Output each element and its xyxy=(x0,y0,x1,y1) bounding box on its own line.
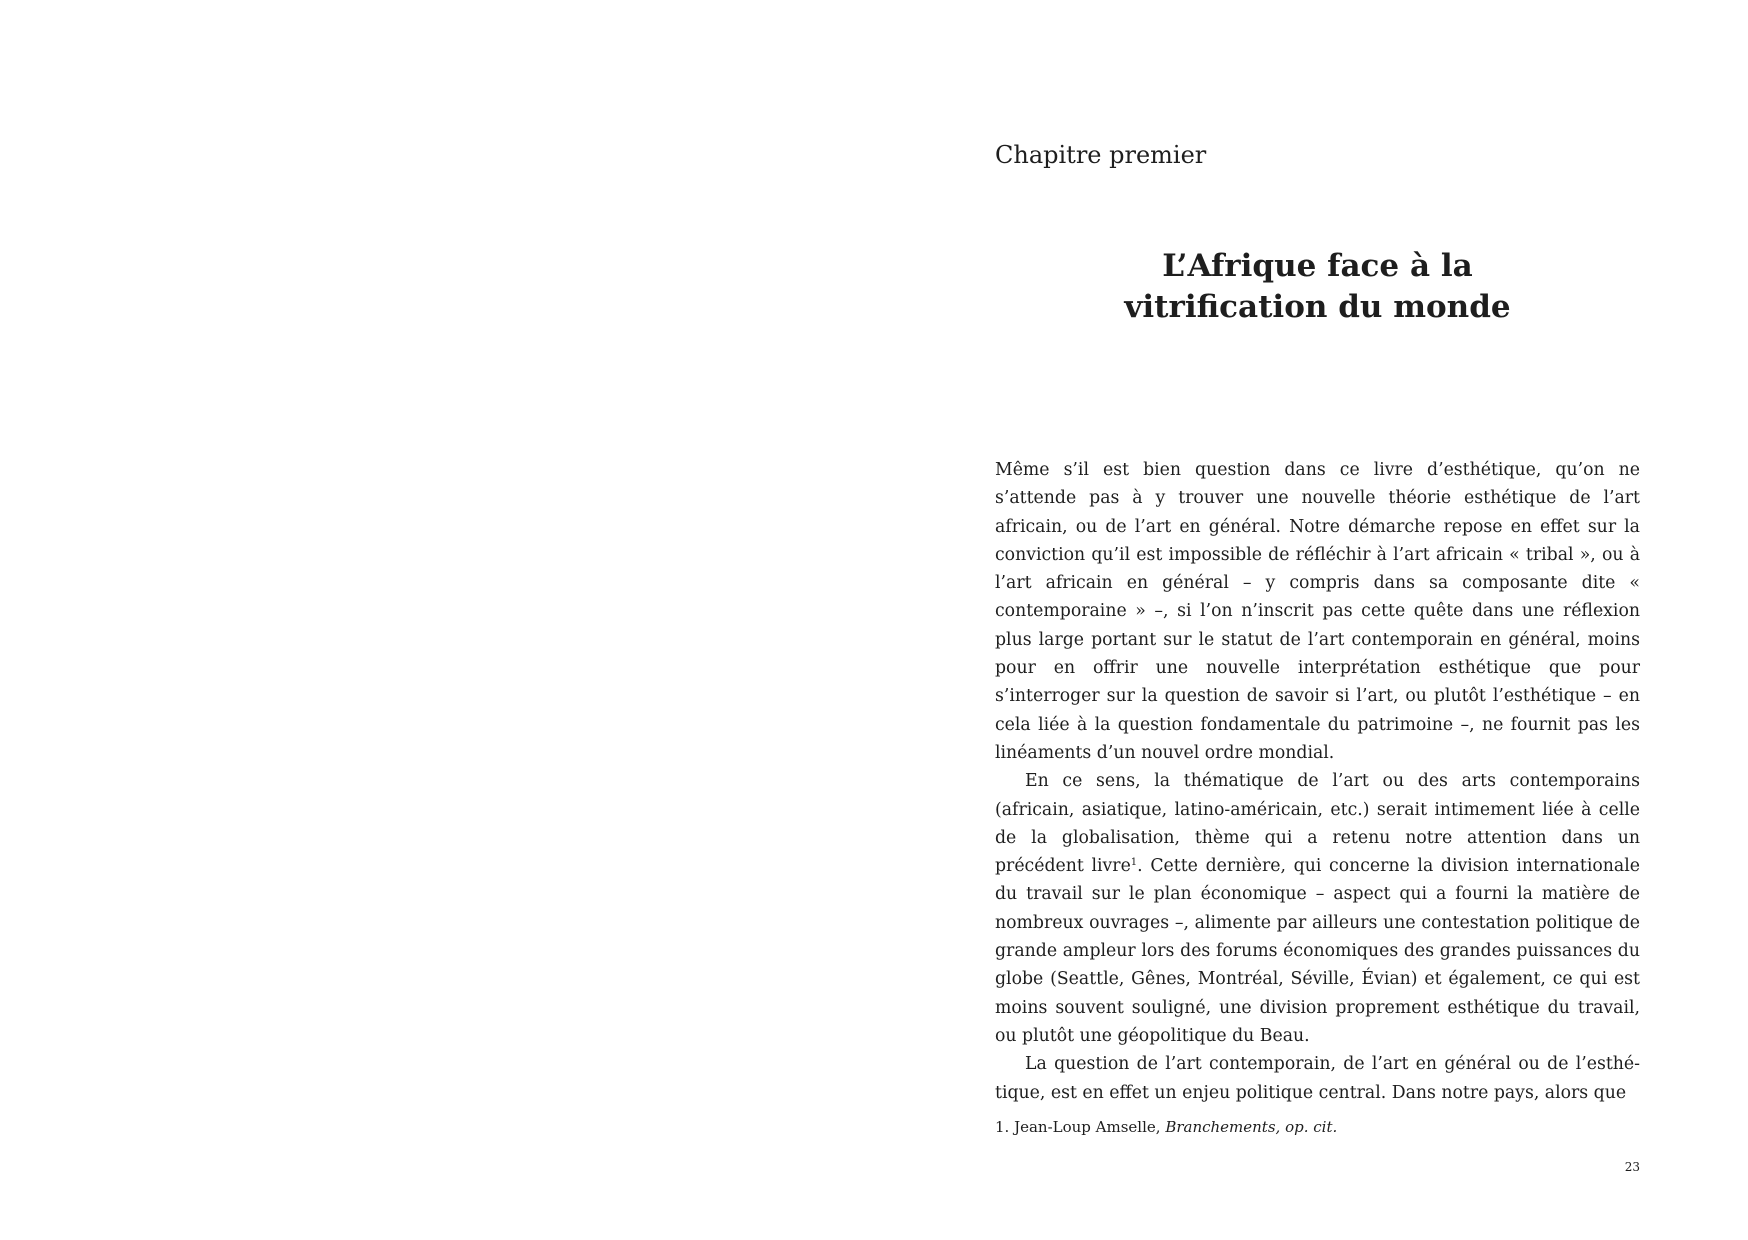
paragraph-text: En ce sens, la thématique de l’art ou des arts contemporains (africain, asiatique, latino-américain, etc.) serait intimement liée à celle de la globalisation, thème qui a retenu notre attention dans un précédent livre xyxy=(995,771,1640,877)
chapter-title-line: vitrification du monde xyxy=(1124,289,1511,325)
chapter-title xyxy=(995,246,1640,328)
footnote xyxy=(995,1117,1640,1137)
paragraph-text: . Cette dernière, qui concerne la division internationale du travail sur le plan économique – aspect qui a fourni la matière de nombreux ouvrages –, alimente par ailleurs une contestation politique de grande ampleur lors des forums économiques des grandes puissances du globe (Seattle, Gênes, Montréal, Séville, Évian) et également, ce qui est moins souvent souligné, une division proprement esthétique du travail, ou plutôt une géopolitique du Beau. xyxy=(995,856,1640,1046)
footnote-text: 1. Jean-Loup Amselle, xyxy=(995,1118,1166,1136)
paragraph: Même s’il est bien question dans ce livre d’esthétique, qu’on ne s’attende pas à y trouver une nouvelle théorie esthétique de l’art africain, ou de l’art en général. Notre démarche repose en effet sur la conviction qu’il est impossible de réfléchir à l’art africain « tribal », ou à l’art africain en général – y compris dans sa composante dite « contemporaine » –, si l’on n’inscrit pas cette quête dans une réflexion plus large portant sur le statut de l’art contemporain en général, moins pour en offrir une nouvelle interprétation esthétique que pour s’interroger sur la question de savoir si l’art, ou plutôt l’esthétique – en cela liée à la question fondamentale du patrimoine –, ne fournit pas les linéaments d’un nouvel ordre mondial. xyxy=(995,460,1640,763)
chapter-title-line: L’Afrique face à la xyxy=(1162,248,1473,284)
right-page xyxy=(874,0,1748,1240)
page-number: 23 xyxy=(1624,1160,1640,1174)
chapter-label: Chapitre premier xyxy=(995,141,1207,169)
body-text xyxy=(995,456,1640,1107)
footnote-citation: Branchements, op. cit. xyxy=(1165,1118,1338,1136)
footnote-reference[interactable]: 1 xyxy=(1130,857,1138,869)
paragraph xyxy=(995,767,1640,1050)
paragraph: La question de l’art contemporain, de l’art en général ou de l’esthétique, est en effet un enjeu politique central. Dans notre pays, alors que xyxy=(995,1054,1640,1103)
